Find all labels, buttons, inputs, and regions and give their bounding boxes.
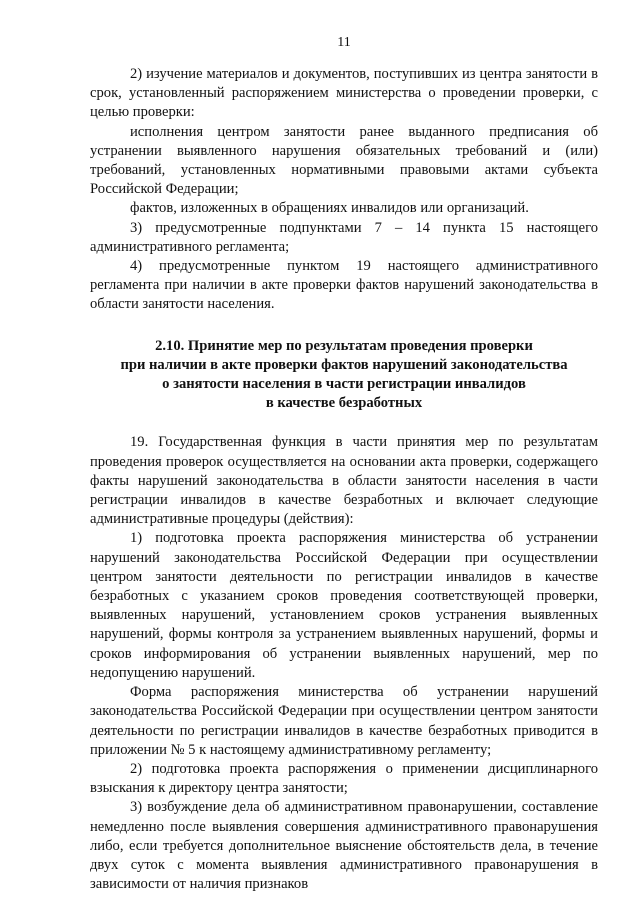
heading-line: при наличии в акте проверки фактов нарушений законодательства	[120, 356, 568, 373]
paragraph: 2) подготовка проекта распоряжения о применении дисциплинарного взыскания к директору центра занятости;	[90, 760, 598, 797]
paragraph: 3) возбуждение дела об административном правонарушении, составление немедленно после выявления совершения административного правонарушения либо, если требуется дополнительное выяснение обстоятельств дела, в течение двух суток с момента выявления административного правонарушения в зависимости от наличия признаков	[90, 799, 598, 893]
document-page	[90, 34, 598, 894]
paragraph: 1) подготовка проекта распоряжения министерства об устранении нарушений законодательства Российской Федерации при осуществлении центром занятости деятельности по регистрации инвалидов в качестве безработных с указанием сроков проведения соответствующей проверки, выявленных нарушений, установлением сроков устранения выявленных нарушений, формы контроля за устранением выявленных нарушений, формы и сроков информирования об устранении выявленных нарушений, мер по недопущению нарушений.	[90, 530, 598, 681]
paragraph: Форма распоряжения министерства об устранении нарушений законодательства Российской Федерации при осуществлении центром занятости деятельности по регистрации инвалидов в качестве безработных приводится в приложении № 5 к настоящему административному регламенту;	[90, 684, 598, 758]
heading-line: 2.10. Принятие мер по результатам проведения проверки	[155, 337, 533, 354]
paragraph: 19. Государственная функция в части принятия мер по результатам проведения проверок осуществляется на основании акта проверки, содержащего факты нарушений законодательства в области занятости населения в части регистрации инвалидов в качестве безработных и включает следующие административные процедуры (действия):	[90, 434, 598, 528]
paragraph: 4) предусмотренные пунктом 19 настоящего административного регламента при наличии в акте проверки фактов нарушений законодательства в области занятости населения.	[90, 258, 598, 313]
paragraph: 3) предусмотренные подпунктами 7 – 14 пункта 15 настоящего административного регламента;	[90, 219, 598, 255]
heading-line: о занятости населения в части регистрации инвалидов	[162, 376, 526, 393]
paragraph: фактов, изложенных в обращениях инвалидов или организаций.	[130, 200, 529, 217]
section-heading	[90, 337, 598, 414]
paragraph: исполнения центром занятости ранее выданного предписания об устранении выявленного нарушения обязательных требований и (или) требований, установленных нормативными правовыми актами субъекта Российской Федерации;	[90, 123, 598, 198]
heading-line: в качестве безработных	[265, 395, 423, 412]
paragraph: 2) изучение материалов и документов, поступивших из центра занятости в срок, установленный распоряжением министерства о проведении проверки, с целью проверки:	[90, 66, 598, 121]
page-number: 11	[337, 35, 351, 50]
